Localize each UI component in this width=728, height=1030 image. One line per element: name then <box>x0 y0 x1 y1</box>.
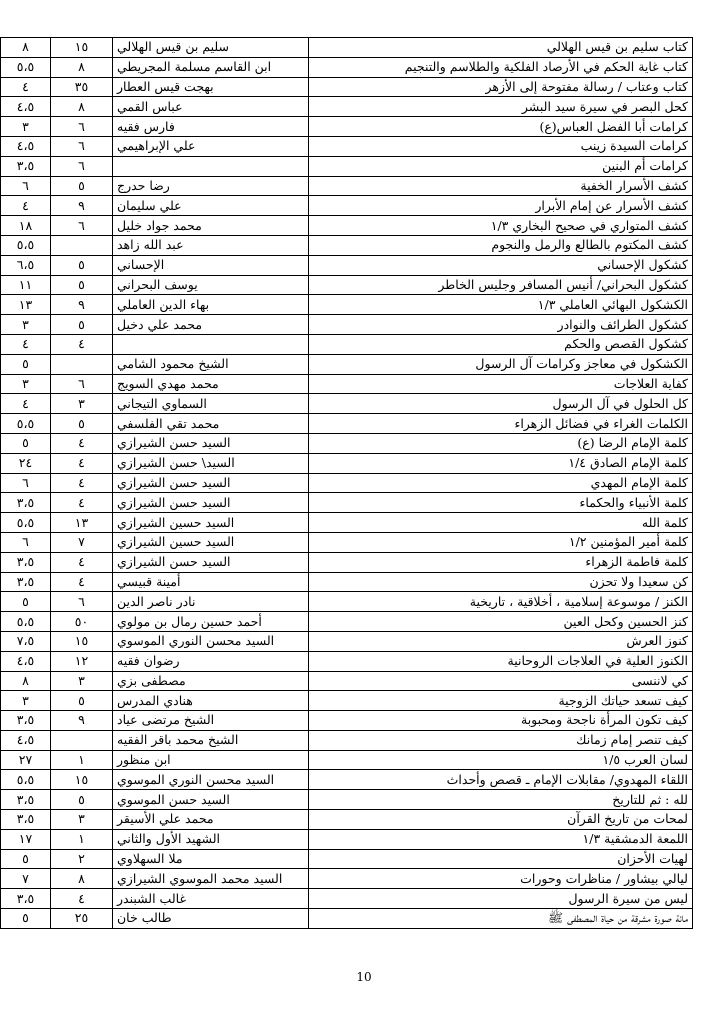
price-cell: ١١ <box>1 275 51 295</box>
book-title-cell: ليالي بيشاور / مناظرات وحورات <box>309 869 693 889</box>
author-cell: السيد محمد الموسوي الشيرازي <box>113 869 309 889</box>
count-cell: ٩ <box>51 196 113 216</box>
book-title-cell: كرامات السيدة زينب <box>309 136 693 156</box>
table-row <box>1 255 693 275</box>
count-cell: ٦ <box>51 136 113 156</box>
table-row <box>1 334 693 354</box>
price-cell: ٣،٥ <box>1 711 51 731</box>
count-cell: ٥ <box>51 255 113 275</box>
book-title-cell: كشف المكتوم بالطالع والرمل والنجوم <box>309 235 693 255</box>
author-cell: رضا حدرج <box>113 176 309 196</box>
book-title-cell: لهيات الأحزان <box>309 849 693 869</box>
book-title-cell: كشف المتواري في صحيح البخاري ١/٣ <box>309 216 693 236</box>
author-cell: الإحساني <box>113 255 309 275</box>
count-cell <box>51 354 113 374</box>
count-cell: ٥ <box>51 315 113 335</box>
count-cell: ٥ <box>51 275 113 295</box>
price-cell: ٥،٥ <box>1 57 51 77</box>
price-cell: ٣،٥ <box>1 572 51 592</box>
author-cell: علي الإبراهيمي <box>113 136 309 156</box>
author-cell: سليم بن قيس الهلالي <box>113 38 309 58</box>
price-cell: ٥ <box>1 433 51 453</box>
price-cell: ٥،٥ <box>1 513 51 533</box>
page-number: 10 <box>356 970 372 984</box>
table-row <box>1 829 693 849</box>
table-row <box>1 513 693 533</box>
table-row <box>1 136 693 156</box>
price-cell: ٤ <box>1 196 51 216</box>
table-row <box>1 810 693 830</box>
book-title-cell: كن سعيدا ولا تحزن <box>309 572 693 592</box>
author-cell: غالب الشبندر <box>113 889 309 909</box>
author-cell: عباس القمي <box>113 97 309 117</box>
book-title-cell: كتاب غاية الحكم في الأرصاد الفلكية والطلاسم والتنجيم <box>309 57 693 77</box>
price-cell: ١٨ <box>1 216 51 236</box>
author-cell: السيد حسين الشيرازي <box>113 513 309 533</box>
book-title-cell: كرامات أبا الفضل العباس(ع) <box>309 117 693 137</box>
table-row <box>1 394 693 414</box>
author-cell: فارس فقيه <box>113 117 309 137</box>
price-cell: ٨ <box>1 38 51 58</box>
count-cell: ٤ <box>51 473 113 493</box>
book-title-cell: كنوز العرش <box>309 631 693 651</box>
table-row <box>1 196 693 216</box>
author-cell <box>113 156 309 176</box>
count-cell: ٥٠ <box>51 612 113 632</box>
price-cell: ٣ <box>1 374 51 394</box>
count-cell: ١ <box>51 829 113 849</box>
price-cell: ٣ <box>1 691 51 711</box>
author-cell: مصطفى بزي <box>113 671 309 691</box>
count-cell: ٩ <box>51 295 113 315</box>
price-cell: ٥،٥ <box>1 414 51 434</box>
price-cell: ٣،٥ <box>1 552 51 572</box>
price-cell: ٦ <box>1 532 51 552</box>
book-title-cell: كيف تنصر إمام زمانك <box>309 730 693 750</box>
count-cell: ٣٥ <box>51 77 113 97</box>
price-cell: ٤ <box>1 394 51 414</box>
author-cell: السماوي التيجاني <box>113 394 309 414</box>
table-row <box>1 275 693 295</box>
book-title-cell: كل الحلول في آل الرسول <box>309 394 693 414</box>
author-cell: السيد محسن النوري الموسوي <box>113 631 309 651</box>
count-cell: ٥ <box>51 414 113 434</box>
table-row <box>1 532 693 552</box>
price-cell: ٤ <box>1 77 51 97</box>
price-cell: ٣ <box>1 315 51 335</box>
table-row <box>1 374 693 394</box>
book-title-cell: الكشكول البهائي العاملي ١/٣ <box>309 295 693 315</box>
price-cell: ٧ <box>1 869 51 889</box>
count-cell: ٥ <box>51 176 113 196</box>
price-cell: ٥ <box>1 909 51 929</box>
author-cell: هنادي المدرس <box>113 691 309 711</box>
table-row <box>1 790 693 810</box>
author-cell: الشيخ مرتضى عياد <box>113 711 309 731</box>
book-title-cell: كلمة الإمام الصادق ١/٤ <box>309 453 693 473</box>
price-cell: ٥ <box>1 849 51 869</box>
table-row <box>1 612 693 632</box>
author-cell: يوسف البحراني <box>113 275 309 295</box>
count-cell: ٥ <box>51 691 113 711</box>
table-row <box>1 889 693 909</box>
book-title-cell: لله : ثم للتاريخ <box>309 790 693 810</box>
count-cell <box>51 730 113 750</box>
table-row <box>1 235 693 255</box>
table-row <box>1 770 693 790</box>
count-cell: ٤ <box>51 889 113 909</box>
book-title-cell: كشكول البحراني/ أنيس المسافر وجليس الخاطر <box>309 275 693 295</box>
table-row <box>1 869 693 889</box>
book-title-cell: اللمعة الدمشقية ١/٣ <box>309 829 693 849</box>
price-cell: ٥،٥ <box>1 770 51 790</box>
author-cell: نادر ناصر الدين <box>113 592 309 612</box>
author-cell: ملا السهلاوي <box>113 849 309 869</box>
table-row <box>1 216 693 236</box>
author-cell: بهجت قيس العطار <box>113 77 309 97</box>
book-title-cell: كيف تكون المرأة ناجحة ومحبوبة <box>309 711 693 731</box>
table-row <box>1 176 693 196</box>
book-title-cell: كشكول الطرائف والنوادر <box>309 315 693 335</box>
price-cell: ٨ <box>1 671 51 691</box>
table-row <box>1 750 693 770</box>
book-title-cell: الكشكول في معاجز وكرامات آل الرسول <box>309 354 693 374</box>
table-row <box>1 592 693 612</box>
price-cell: ٣ <box>1 117 51 137</box>
book-title-cell: كلمة الله <box>309 513 693 533</box>
author-cell: ابن القاسم مسلمة المجريطي <box>113 57 309 77</box>
book-title-cell: كشف الأسرار عن إمام الأبرار <box>309 196 693 216</box>
table-row <box>1 473 693 493</box>
book-title-cell: كلمة فاطمة الزهراء <box>309 552 693 572</box>
book-title-cell: كلمة الأنبياء والحكماء <box>309 493 693 513</box>
author-cell: علي سليمان <box>113 196 309 216</box>
table-row <box>1 453 693 473</box>
count-cell: ١٣ <box>51 513 113 533</box>
price-cell: ٥،٥ <box>1 235 51 255</box>
book-title-cell: كيف تسعد حياتك الزوجية <box>309 691 693 711</box>
price-cell: ٤،٥ <box>1 651 51 671</box>
table-row <box>1 849 693 869</box>
table-row <box>1 315 693 335</box>
book-title-cell: الكلمات الغراء في فضائل الزهراء <box>309 414 693 434</box>
author-cell: السيد حسن الشيرازي <box>113 493 309 513</box>
count-cell: ٨ <box>51 57 113 77</box>
count-cell: ١٥ <box>51 38 113 58</box>
price-cell: ٤،٥ <box>1 730 51 750</box>
author-cell: أمينة قبيسي <box>113 572 309 592</box>
price-cell: ٢٤ <box>1 453 51 473</box>
table-row <box>1 354 693 374</box>
price-cell: ٤،٥ <box>1 97 51 117</box>
author-cell: الشهيد الأول والثاني <box>113 829 309 849</box>
count-cell: ٤ <box>51 493 113 513</box>
count-cell: ٦ <box>51 117 113 137</box>
author-cell: الشيخ محمد باقر الفقيه <box>113 730 309 750</box>
book-title-cell: كشف الأسرار الخفية <box>309 176 693 196</box>
table-row <box>1 77 693 97</box>
book-title-cell: كرامات أم البنين <box>309 156 693 176</box>
author-cell: محمد مهدي السويج <box>113 374 309 394</box>
table-row <box>1 414 693 434</box>
count-cell: ٨ <box>51 97 113 117</box>
count-cell: ٤ <box>51 433 113 453</box>
count-cell: ٤ <box>51 453 113 473</box>
count-cell: ٦ <box>51 156 113 176</box>
price-cell: ٣،٥ <box>1 810 51 830</box>
catalog-table-body <box>1 38 693 929</box>
author-cell: محمد علي دخيل <box>113 315 309 335</box>
price-cell: ٣،٥ <box>1 790 51 810</box>
table-row <box>1 711 693 731</box>
author-cell: السيد حسن الشيرازي <box>113 473 309 493</box>
count-cell: ٣ <box>51 671 113 691</box>
catalog-table <box>0 37 693 929</box>
price-cell: ٥ <box>1 354 51 374</box>
book-title-cell: لمحات من تاريخ القرآن <box>309 810 693 830</box>
book-title-cell: كي لاننسى <box>309 671 693 691</box>
table-row <box>1 433 693 453</box>
count-cell: ٢٥ <box>51 909 113 929</box>
book-title-cell: اللقاء المهدوي/ مقابلات الإمام ـ قصص وأحداث <box>309 770 693 790</box>
table-row <box>1 730 693 750</box>
table-row <box>1 651 693 671</box>
author-cell: طالب خان <box>113 909 309 929</box>
price-cell: ١٧ <box>1 829 51 849</box>
price-cell: ٥ <box>1 592 51 612</box>
count-cell: ٦ <box>51 592 113 612</box>
book-title-cell: كحل البصر في سيرة سيد البشر <box>309 97 693 117</box>
count-cell: ٤ <box>51 552 113 572</box>
author-cell: بهاء الدين العاملي <box>113 295 309 315</box>
price-cell: ٢٧ <box>1 750 51 770</box>
author-cell: السيد حسين الشيرازي <box>113 532 309 552</box>
price-cell: ٤،٥ <box>1 136 51 156</box>
book-title-cell: كتاب وعتاب / رسالة مفتوحة إلى الأزهر <box>309 77 693 97</box>
book-title-cell: كشكول القصص والحكم <box>309 334 693 354</box>
count-cell: ٧ <box>51 532 113 552</box>
price-cell: ٥،٥ <box>1 612 51 632</box>
table-row <box>1 156 693 176</box>
price-cell: ٦ <box>1 473 51 493</box>
table-row <box>1 909 693 929</box>
book-title-cell: كفاية العلاجات <box>309 374 693 394</box>
author-cell: محمد تقي الفلسفي <box>113 414 309 434</box>
author-cell: محمد جواد خليل <box>113 216 309 236</box>
table-row <box>1 572 693 592</box>
count-cell: ٦ <box>51 374 113 394</box>
table-row <box>1 57 693 77</box>
book-title-cell: كتاب سليم بن قيس الهلالي <box>309 38 693 58</box>
count-cell: ٣ <box>51 810 113 830</box>
table-row <box>1 117 693 137</box>
count-cell: ٣ <box>51 394 113 414</box>
count-cell: ٤ <box>51 334 113 354</box>
author-cell: السيد\ حسن الشيرازي <box>113 453 309 473</box>
count-cell: ١٥ <box>51 631 113 651</box>
author-cell: الشيخ محمود الشامي <box>113 354 309 374</box>
count-cell: ٥ <box>51 790 113 810</box>
price-cell: ٣،٥ <box>1 156 51 176</box>
price-cell: ٦ <box>1 176 51 196</box>
count-cell: ٢ <box>51 849 113 869</box>
author-cell: رضوان فقيه <box>113 651 309 671</box>
count-cell: ٤ <box>51 572 113 592</box>
price-cell: ١٣ <box>1 295 51 315</box>
price-cell: ٦،٥ <box>1 255 51 275</box>
book-title-cell: لسان العرب ١/٥ <box>309 750 693 770</box>
count-cell: ٦ <box>51 216 113 236</box>
table-row <box>1 671 693 691</box>
author-cell: أحمد حسين رمال بن مولوي <box>113 612 309 632</box>
table-row <box>1 691 693 711</box>
book-title-cell: كلمة الإمام المهدي <box>309 473 693 493</box>
price-cell: ٣،٥ <box>1 493 51 513</box>
book-title-cell: ليس من سيرة الرسول <box>309 889 693 909</box>
author-cell: السيد محسن النوري الموسوي <box>113 770 309 790</box>
book-title-cell: كشكول الإحساني <box>309 255 693 275</box>
count-cell: ١٥ <box>51 770 113 790</box>
table-row <box>1 97 693 117</box>
table-row <box>1 552 693 572</box>
count-cell: ٩ <box>51 711 113 731</box>
count-cell: ٨ <box>51 869 113 889</box>
price-cell: ٤ <box>1 334 51 354</box>
book-title-cell: كلمة الإمام الرضا (ع) <box>309 433 693 453</box>
table-row <box>1 38 693 58</box>
author-cell <box>113 334 309 354</box>
table-row <box>1 295 693 315</box>
count-cell: ١٢ <box>51 651 113 671</box>
book-title-cell: الكنز / موسوعة إسلامية ، أخلاقية ، تاريخية <box>309 592 693 612</box>
author-cell: محمد علي الأسيقر <box>113 810 309 830</box>
count-cell <box>51 235 113 255</box>
book-title-cell: الكنوز العلية في العلاجات الروحانية <box>309 651 693 671</box>
author-cell: عبد الله زاهد <box>113 235 309 255</box>
price-cell: ٣،٥ <box>1 889 51 909</box>
book-title-cell: كلمة أمير المؤمنين ١/٢ <box>309 532 693 552</box>
table-row <box>1 493 693 513</box>
table-row <box>1 631 693 651</box>
author-cell: السيد حسن الموسوي <box>113 790 309 810</box>
author-cell: السيد حسن الشيرازي <box>113 552 309 572</box>
author-cell: السيد حسن الشيرازي <box>113 433 309 453</box>
book-title-cell: مائة صورة مشرقة من حياة المصطفى ﷺ <box>309 909 693 929</box>
author-cell: ابن منظور <box>113 750 309 770</box>
price-cell: ٧،٥ <box>1 631 51 651</box>
count-cell: ١ <box>51 750 113 770</box>
book-title-cell: كنز الحسين وكحل العين <box>309 612 693 632</box>
